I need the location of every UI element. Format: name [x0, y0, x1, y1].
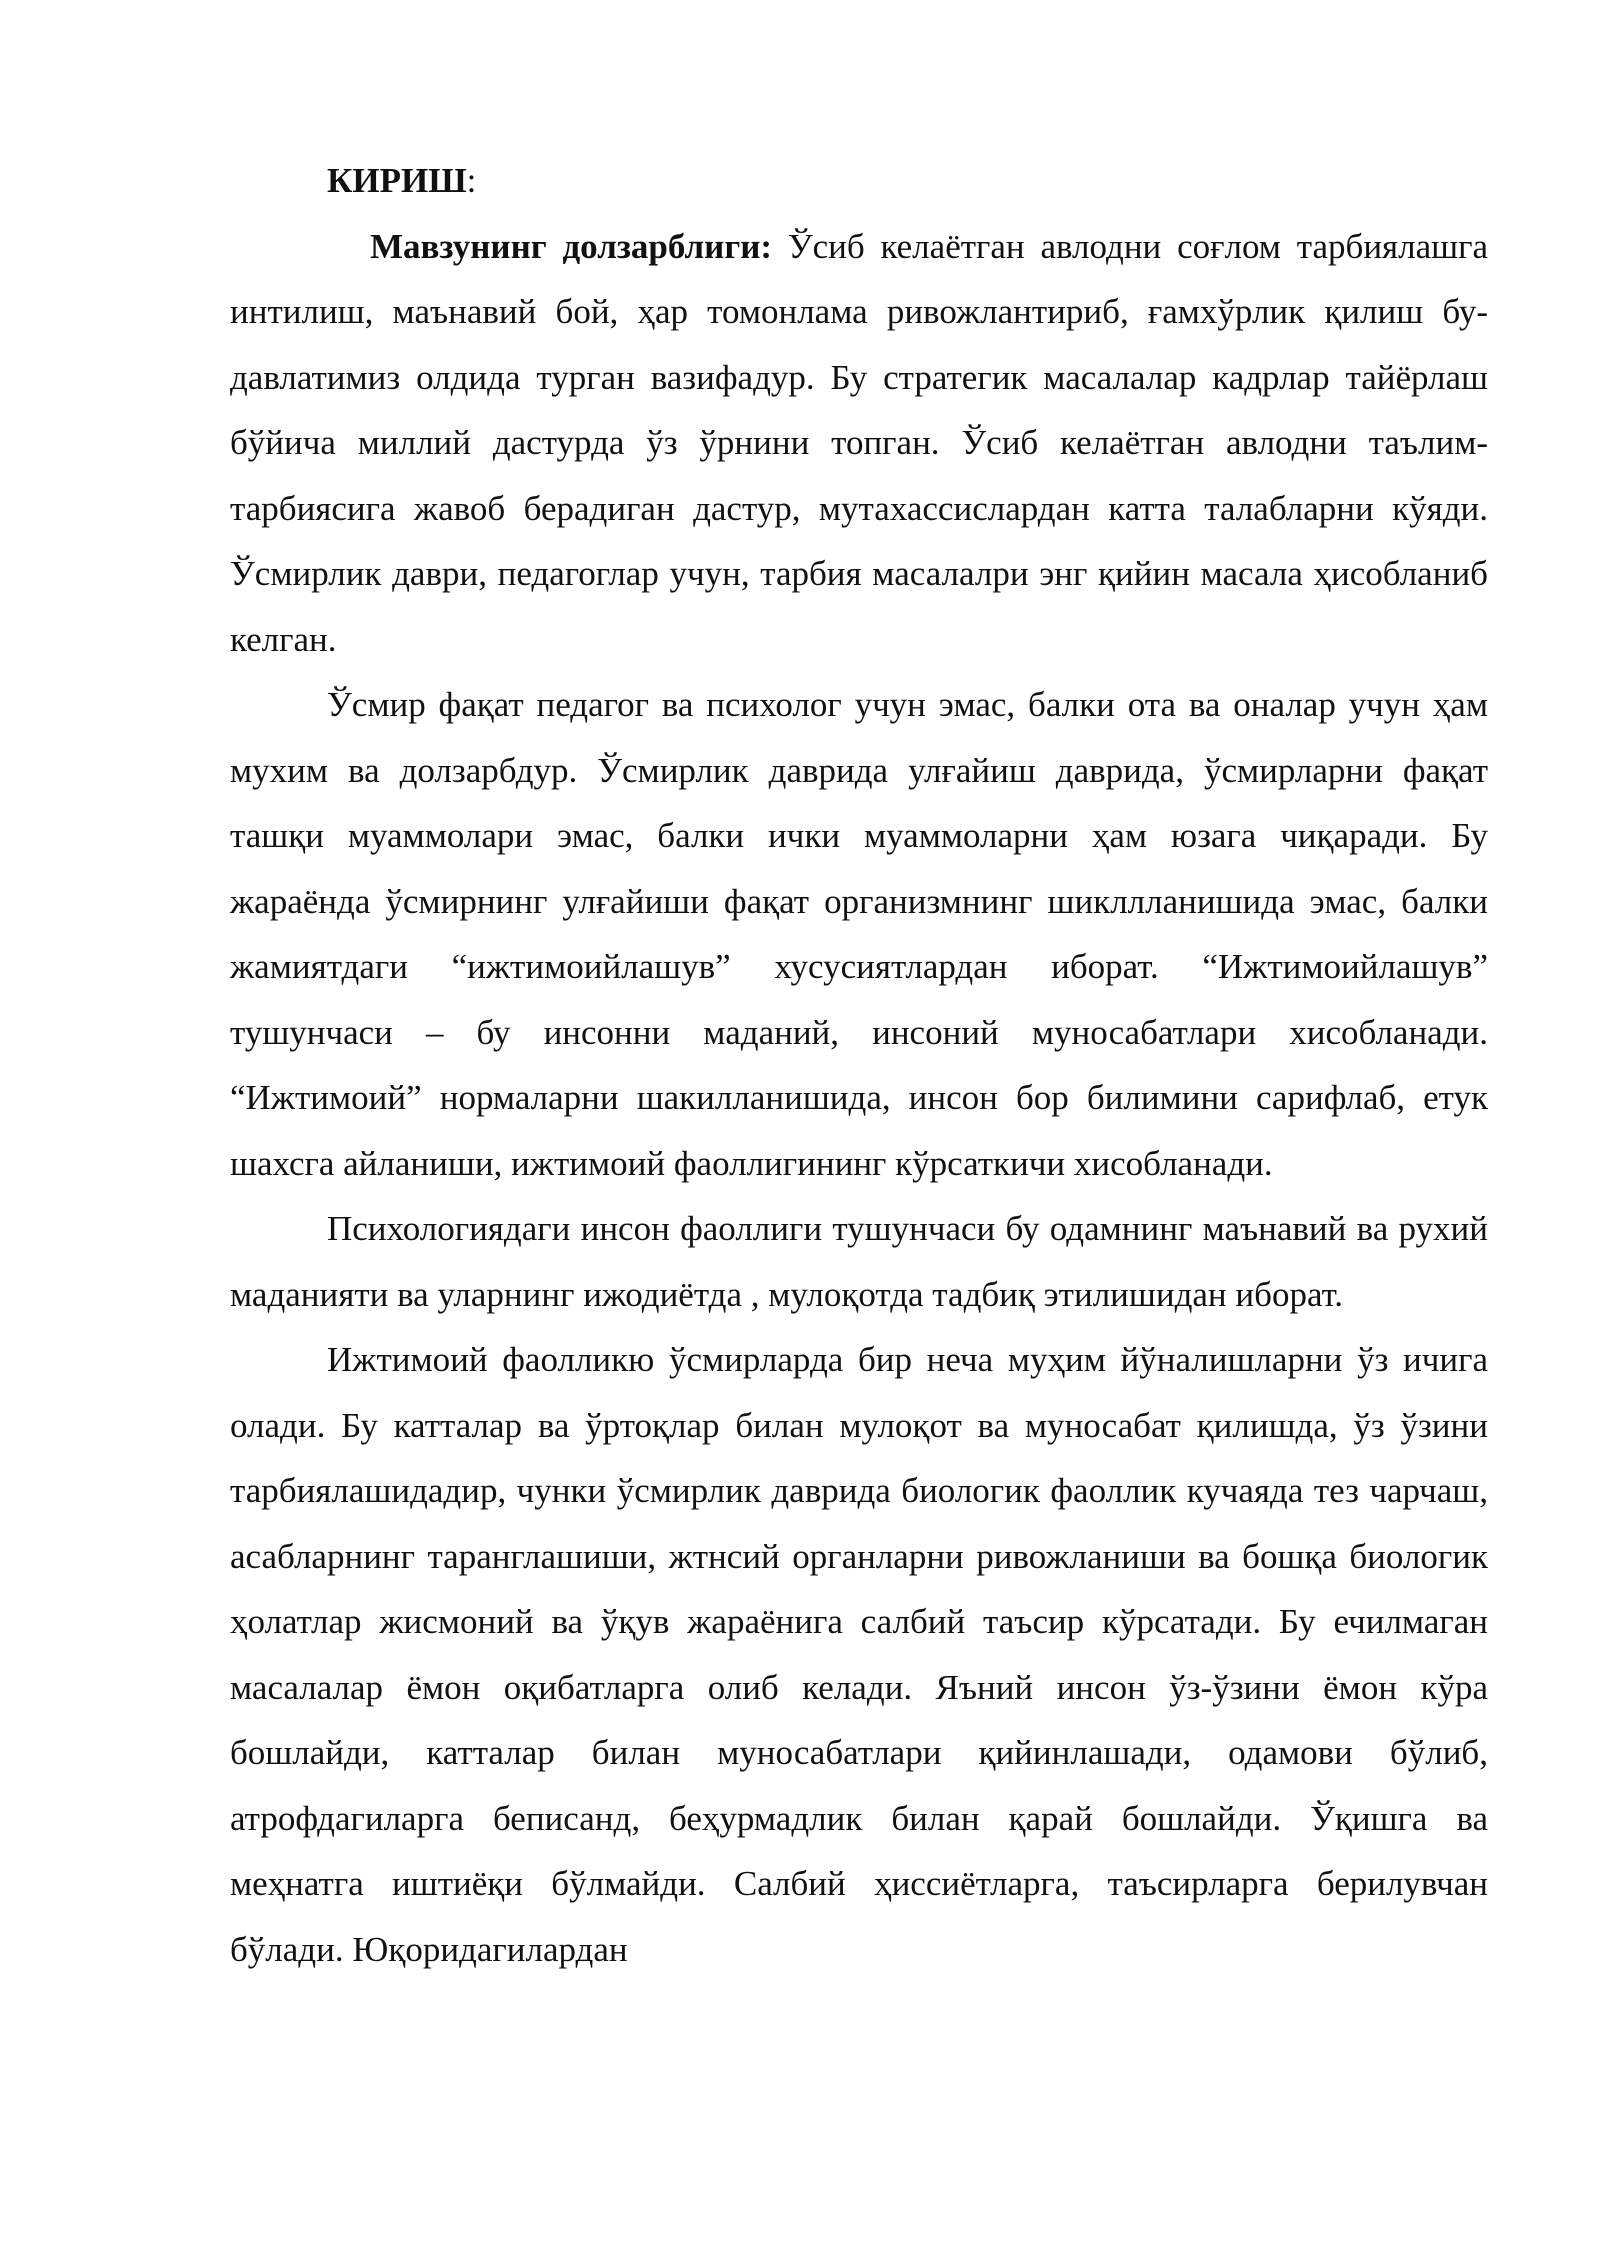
paragraph: Ижтимоий фаолликю ўсмирларда бир неча муҳим йўналишларни ўз ичига олади. Бу катталар ва ўртоқлар билан мулоқот ва муносабат қилишда, ўз ўзини тарбиялашидадир, чунки ўсмирлик даврида биологик фаоллик кучаяда тез чарчаш, асабларнинг таранглашиши, жтнсий органларни ривожланиши ва бошқа биологик ҳолатлар жисмоний ва ўқув жараёнига салбий таъсир кўрсатади. Бу ечилмаган масалалар ёмон оқибатларга олиб келади. Яъний инсон ўз-ўзини ёмон кўра бошлайди, катталар билан муносабатлари қийинлашади, одамови бўлиб, атрофдагиларга беписанд, беҳурмадлик билан қарай бошлайди. Ўқишга ва меҳнатга иштиёқи бўлмайди. Салбий ҳиссиётларга, таъсирларга берилувчан бўлади. Юқоридагилардан: [230, 1340, 1488, 1969]
section-heading-colon: :: [466, 161, 477, 200]
paragraph-text: Ўсиб келаётган авлодни соғлом тарбиялашга интилиш, маънавий бой, ҳар томонлама ривожлантириб, ғамхўрлик қилиш бу- давлатимиз олдида турган вазифадур. Бу стратегик масалалар кадрлар тайёрлаш бўйича миллий дастурда ўз ўрнини топган. Ўсиб келаётган авлодни таълим-тарбиясига жавоб берадиган дастур, мутахассислардан катта талабларни кўяди. Ўсмирлик даври, педагоглар учун, тарбия масалалри энг қийин масала ҳисобланиб келган.: [230, 226, 1488, 659]
document-body: [230, 148, 1488, 1982]
paragraph: Психологиядаги инсон фаоллиги тушунчаси бу одамнинг маънавий ва рухий маданияти ва уларнинг ижодиётда , мулоқотда тадбиқ этилишидан иборат.: [230, 1209, 1488, 1314]
paragraph: Ўсмир фақат педагог ва психолог учун эмас, балки ота ва оналар учун ҳам мухим ва долзарбдур. Ўсмирлик даврида улғайиш даврида, ўсмирларни фақат ташқи муаммолари эмас, балки ички муаммоларни ҳам юзага чиқаради. Бу жараёнда ўсмирнинг улғайиши фақат организмнинг шикллланишида эмас, балки жамиятдаги “ижтимоийлашув” хусусиятлардан иборат. “Ижтимоийлашув” тушунчаси – бу инсонни маданий, инсоний муносабатлари хисобланади. “Ижтимоий” нормаларни шакилланишида, инсон бор билимини сарифлаб, етук шахсга айланиши, ижтимоий фаоллигининг кўрсаткичи хисобланади.: [230, 685, 1488, 1183]
paragraph-relevance: [230, 214, 1488, 673]
section-heading-title: КИРИШ: [327, 161, 467, 200]
paragraph-lead-relevance: Мавзунинг долзарблиги:: [370, 226, 773, 266]
section-heading: [230, 148, 1488, 214]
